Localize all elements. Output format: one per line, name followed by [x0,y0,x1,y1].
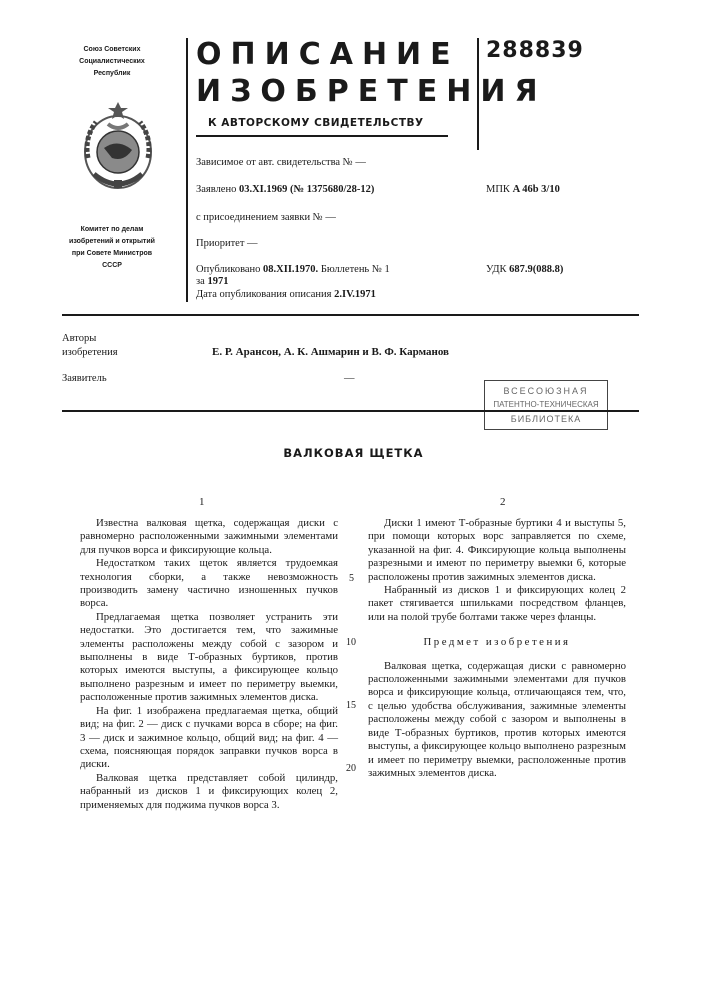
line-number-15: 15 [346,700,356,711]
document-title: ВАЛКОВАЯ ЩЕТКА [0,446,707,460]
column-2-number: 2 [500,496,506,508]
claims-text: Валковая щетка, содержащая диски с равномерно расположенными зажимными элементами для пучков ворса и фиксирующие кольца, отличающаяся тем, что, с целью удобства обслуживания, зажимные элементы расположены между собой с зазором и выполнены в виде Т-образных буртиков, против которых имеются выступы, а фиксирующее кольцо выполнено разрезным и имеет по периметру выемки, расположенные против зажимных элементов диска. [368,660,626,781]
committee-block [62,224,162,272]
stamp-line-3: БИБЛИОТЕКА [485,412,607,426]
column-1-number: 1 [199,496,205,508]
header-left-divider [186,38,188,302]
dependent-certificate: Зависимое от авт. свидетельства № — [196,156,366,169]
committee-line-2: изобретений и открытий [62,236,162,248]
priority: Приоритет — [196,237,258,250]
description-date-row [196,288,376,301]
description-date-label: Дата опубликования описания [196,289,331,300]
document-number: 288839 [486,38,584,63]
library-stamp [484,380,608,430]
bulletin: Бюллетень № 1 [321,264,390,275]
title-line-1: ОПИСАНИЕ [196,38,460,72]
line-number-20: 20 [346,763,356,774]
stamp-line-1: ВСЕСОЮЗНАЯ [485,384,607,398]
mpk-value: A 46b 3/10 [513,184,560,195]
applicant-label: Заявитель [62,372,107,385]
udk-row [486,263,563,276]
authors-label-line-2: изобретения [62,346,118,360]
mpk-row [486,183,560,196]
authors-label-line-1: Авторы [62,332,118,346]
col1-paragraph-2: Недостатком таких щеток является трудоемкая технология сборки, а также невозможность производить замену частично изношенных пучков ворса. [80,557,338,611]
committee-line-4: СССР [62,260,162,272]
title-line-2: ИЗОБРЕТЕНИЯ [196,75,547,109]
column-2-text [368,517,626,780]
country-line-1: Союз Советских [62,44,162,56]
bulletin-year: 1971 [207,276,228,287]
filed-date: 03.XI.1969 [239,184,287,195]
country-block [62,44,162,80]
description-date: 2.IV.1971 [334,289,376,300]
column-1-text [80,517,338,812]
line-number-5: 5 [349,573,354,584]
udk-label: УДК [486,264,507,275]
subtitle: К АВТОРСКОМУ СВИДЕТЕЛЬСТВУ [208,117,424,129]
line-number-10: 10 [346,637,356,648]
header-bottom-rule [62,314,639,316]
filed-application: (№ 1375680/28-12) [290,184,374,195]
committee-line-1: Комитет по делам [62,224,162,236]
col1-paragraph-4: На фиг. 1 изображена предлагаемая щетка, общий вид; на фиг. 2 — диск с пучками ворса в сборе; на фиг. 3 — диск и зажимное кольцо, общий вид; на фиг. 4 — схема, поясняющая порядок заправки пучков ворса в диски. [80,705,338,772]
authors-label [62,332,118,360]
published-date: 08.XII.1970. [263,264,318,275]
col2-paragraph-1: Диски 1 имеют Т-образные буртики 4 и выступы 5, при помощи которых ворс заправляется по схеме, указанной на фиг. 4. Фиксирующие кольца выполнены разрезными и имеют по периметру выемки 6, которые расположены против зажимных элементов диска. [368,517,626,584]
joined-application: с присоединением заявки № — [196,211,336,224]
col1-paragraph-1: Известна валковая щетка, содержащая диски с равномерно расположенными зажимными элементами для пучков ворса и фиксирующие кольца. [80,517,338,557]
col2-paragraph-2: Набранный из дисков 1 и фиксирующих колец 2 пакет стягивается шпильками посредством фланцев, или на полой трубе болтами также через фланцы. [368,584,626,624]
col1-paragraph-5: Валковая щетка представляет собой цилиндр, набранный из дисков 1 и фиксирующих колец 2, применяемых для поджима пучков ворса 3. [80,772,338,812]
committee-line-3: при Совете Министров [62,248,162,260]
bulletin-year-row [196,275,228,288]
filed-label: Заявлено [196,184,236,195]
country-line-3: Республик [62,68,162,80]
ussr-emblem-icon [78,98,158,198]
udk-value: 687.9(088.8) [509,264,563,275]
authors-bottom-rule [62,410,639,412]
country-line-2: Социалистических [62,56,162,68]
applicant-value: — [344,372,355,385]
bulletin-year-label: за [196,276,205,287]
stamp-line-2: ПАТЕНТНО-ТЕХНИЧЕСКАЯ [485,398,607,412]
author-names: Е. Р. Арансон, А. К. Ашмарин и В. Ф. Карманов [212,346,449,359]
col1-paragraph-3: Предлагаемая щетка позволяет устранить эти недостатки. Это достигается тем, что зажимные элементы расположены между собой с зазором и выполнены в виде Т-образных буртиков, против которых имеются выступы, а фиксирующее кольцо выполнено разрезным и имеет по периметру выемки, расположенные против зажимных элементов диска. [80,611,338,705]
filed-row [196,183,374,196]
claims-heading: Предмет изобретения [368,636,626,649]
published-label: Опубликовано [196,264,260,275]
mpk-label: МПК [486,184,510,195]
subtitle-underline [196,135,448,137]
